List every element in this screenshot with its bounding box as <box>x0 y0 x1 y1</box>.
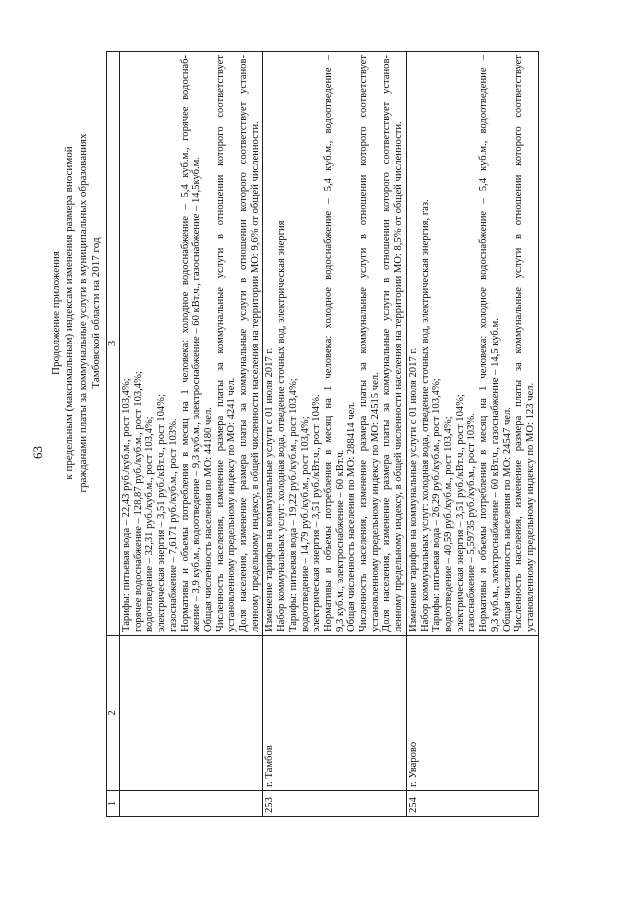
detail-line: 9,3 куб.м., электроснабжение – 60 кВт.ч. <box>334 449 346 632</box>
detail-line: Набор коммунальных услуг: холодная вода, отведение сточных вод, электрическая энергия <box>276 220 288 632</box>
detail-line: Общая численность населения по МО: 44180 чел. <box>202 407 214 632</box>
detail-line: газоснабжение – 7,6171 руб./куб.м., рост 103%. <box>167 418 179 632</box>
table-row <box>406 52 538 817</box>
detail-line: горячее водоснабжение – 128,87 руб./куб.м., рост 103,4%; <box>132 371 144 632</box>
detail-line: 9,3 куб.м., электроснабжение – 60 кВт.ч., газоснабжение – 14,5 куб.м. <box>489 318 501 632</box>
row-number: 253 <box>263 791 406 817</box>
table-row <box>120 52 263 817</box>
detail-line: Доля населения, изменение размера платы за коммунальные услуги в отношении которого соответствует установ- <box>238 55 250 632</box>
detail-line: Численность населения, изменение размера платы за коммунальные услуги в отношении которого соответствует <box>358 55 370 632</box>
row-details <box>263 52 406 636</box>
detail-line: Общая численность населения по МО: 288414 чел. <box>346 401 358 632</box>
column-number-3: 3 <box>107 52 120 636</box>
row-number: 254 <box>406 791 538 817</box>
municipality-name: г. Тамбов <box>263 636 406 791</box>
row-details <box>120 52 263 636</box>
tariff-table <box>106 51 539 817</box>
detail-line: установленному предельному индексу по МО: 123 чел. <box>524 382 536 632</box>
detail-line: Доля населения, изменение размера платы за коммунальные услуги в отношении которого соответствует установ- <box>381 55 393 632</box>
detail-line: газоснабжение – 5,59735 руб./куб.м., рост 103%. <box>466 413 478 632</box>
detail-line: ленному предельному индексу, в общей численности населения на территории МО: 8,5% от общей численности. <box>393 121 405 632</box>
detail-line: Тарифы: питьевая вода – 26,29 руб./куб.м., рост 103,4%; <box>431 378 443 632</box>
table-header-row <box>107 52 120 817</box>
row-number <box>120 791 263 817</box>
detail-line: Тарифы: питьевая вода – 22,43 руб./куб.м., рост 103,4%; <box>121 378 132 632</box>
detail-line: электрическая энергия – 3,51 руб./кВт.ч., рост 104%; <box>156 394 168 632</box>
row-details <box>406 52 538 636</box>
detail-line: Нормативы и объемы потребления в месяц на 1 человека: холодное водоснабжение – 5,4 куб.м., горячее водоснаб- <box>179 55 191 632</box>
detail-line: установленному предельному индексу по МО: 4241 чел. <box>226 377 238 632</box>
detail-line: Численность населения, изменение размера платы за коммунальные услуги в отношении которого соответствует <box>214 55 226 632</box>
detail-line: электрическая энергия – 3,51 руб./кВт.ч., рост 104%; <box>454 394 466 632</box>
detail-line: водоотведение – 40,59 руб./куб.м., рост 103,4%; <box>442 416 454 632</box>
detail-line: Тарифы: питьевая вода – 19,22 руб./куб.м., рост 103,4%; <box>287 378 299 632</box>
detail-line: установленному предельному индексу по МО: 24515 чел. <box>369 372 381 632</box>
detail-line: Изменение тарифов на коммунальные услуги с 01 июля 2017 г. <box>407 347 419 632</box>
heading-line: к предельным (максимальным) индексам изменения размера вносимой <box>63 146 76 480</box>
detail-line: водоотведение – 14,79 руб./куб.м., рост 103,4%; <box>299 416 311 632</box>
municipality-name: г. Уварово <box>406 636 538 791</box>
detail-line: электрическая энергия – 3,51 руб./кВт.ч., рост 104%. <box>311 394 323 632</box>
table-row <box>263 52 406 817</box>
heading-line: Продолжение приложения <box>50 251 62 375</box>
detail-line: ленному предельному индексу, в общей численности населения на территории МО: 9,6% от общей численности. <box>249 121 261 632</box>
detail-line: Нормативы и объемы потребления в месяц на 1 человека: холодное водоснабжение – 5,4 куб.м., водоотведение – <box>322 55 334 632</box>
heading-line: гражданами платы за коммунальные услуги в муниципальных образованиях <box>76 133 89 493</box>
appendix-heading <box>50 98 104 528</box>
detail-line: Изменение тарифов на коммунальные услуги с 01 июля 2017 г. <box>264 347 276 632</box>
detail-line: Общая численность населения по МО: 24547 чел. <box>501 407 513 632</box>
detail-line: Набор коммунальных услуг: холодная вода, отведение сточных вод, электрическая энергия, газ. <box>419 199 431 632</box>
detail-line: жение – 3,9 куб.м., водоотведение – 9,3 куб.м., электроснабжение – 60 кВт.ч., газоснабжение – 14,5куб.м. <box>191 156 203 632</box>
page-number: 63 <box>30 446 45 459</box>
column-number-1: 1 <box>107 791 120 817</box>
heading-line: Тамбовской области на 2017 год <box>90 237 103 389</box>
column-number-2: 2 <box>107 636 120 791</box>
detail-line: водоотведение – 32,31 руб./куб.м., рост 103,4%; <box>144 416 156 632</box>
detail-line: Численность населения, изменение размера платы за коммунальные услуги в отношении которого соответствует <box>513 55 525 632</box>
municipality-name <box>120 636 263 791</box>
detail-line: Нормативы и объемы потребления в месяц на 1 человека: холодное водоснабжение – 5,4 куб.м., водоотведение – <box>478 55 490 632</box>
